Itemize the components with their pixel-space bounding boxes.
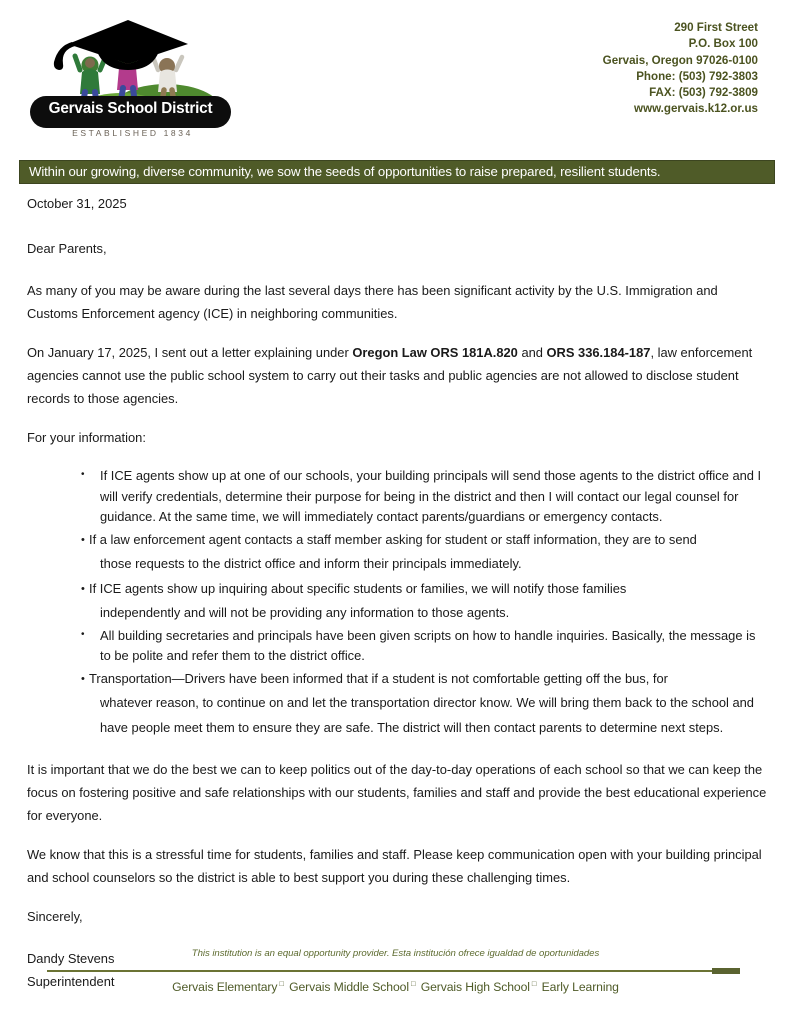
letter-paragraph-4: We know that this is a stressful time for students, families and staff. Please keep communication open with your building principal and school counselors so the district is able to best support you during these challenging times. (27, 847, 762, 885)
footer-divider (0, 967, 791, 977)
page-footer (0, 948, 791, 994)
letter-closing: Sincerely, (27, 909, 83, 924)
list-item (27, 577, 767, 626)
mission-statement-banner: Within our growing, diverse community, we sow the seeds of opportunities to raise prepared, resilient students. (19, 160, 775, 184)
contact-info-block (603, 20, 758, 118)
separator-box-icon: □ (279, 979, 284, 988)
footer-divider-line (47, 970, 732, 972)
school-name-high: Gervais High School (420, 980, 530, 995)
letter-body (27, 192, 767, 993)
para2-bold-ors-181: Oregon Law ORS 181A.820 (352, 345, 518, 360)
bullet-line: whatever reason, to continue on and let the transportation director know. We will bring them back to the school and have people meet them to ensure they are safe. The district will then contact parents to determine next steps. (100, 695, 754, 735)
contact-website[interactable]: www.gervais.k12.or.us (634, 102, 758, 116)
list-intro-text: For your information: (27, 430, 146, 445)
para2-part1: On January 17, 2025, I sent out a letter explaining under (27, 345, 353, 360)
letter-paragraph-3: It is important that we do the best we can to keep politics out of the day-to-day operations of each school so that we can keep the focus on fostering positive and safe relationships with our students, families and staff and provide the best educational experience for everyone. (27, 762, 767, 823)
bullet-line: Transportation—Drivers have been informed that if a student is not comfortable getting off the bus, for (89, 670, 668, 686)
information-bullet-list (27, 466, 767, 740)
signer-title: Superintendent (27, 974, 115, 989)
equal-opportunity-statement: This institution is an equal opportunity provider. Esta institución ofrece igualdad de oportunidades (191, 948, 600, 959)
list-item (27, 667, 767, 741)
bullet-line: those requests to the district office and inform their principals immediately. (100, 556, 522, 571)
footer-divider-end-cap (712, 968, 740, 974)
school-list (0, 979, 791, 994)
contact-po-box: P.O. Box 100 (688, 37, 758, 51)
separator-box-icon: □ (531, 979, 537, 988)
letter-salutation: Dear Parents, (27, 241, 107, 256)
contact-fax: FAX: (503) 792-3809 (649, 86, 758, 100)
contact-city-state-zip: Gervais, Oregon 97026-0100 (602, 53, 758, 67)
letter-paragraph-2 (27, 341, 767, 410)
signer-name: Dandy Stevens (27, 951, 115, 966)
bullet-line: independently and will not be providing any information to those agents. (100, 605, 510, 620)
separator-box-icon: □ (410, 979, 416, 988)
page-header (0, 0, 791, 156)
list-item: • All building secretaries and principals have been given scripts on how to handle inquiries. Basically, the message is to be polite and refer them to the district office. (27, 626, 767, 667)
school-name-middle: Gervais Middle School (289, 980, 409, 995)
school-name-early-learning: Early Learning (541, 980, 619, 995)
logo-district-name: Gervais School District (48, 100, 213, 117)
district-logo (28, 8, 233, 138)
letter-paragraph-1: As many of you may be aware during the last several days there has been significant activity by the U.S. Immigration and Customs Enforcement agency (ICE) in neighboring communities. (27, 283, 718, 321)
contact-phone: Phone: (503) 792-3803 (636, 69, 758, 83)
school-name-elementary: Gervais Elementary (172, 980, 278, 995)
letter-date: October 31, 2025 (27, 196, 127, 211)
contact-street: 290 First Street (674, 21, 758, 34)
para2-bold-ors-336: ORS 336.184-187 (546, 345, 651, 360)
list-item (27, 528, 767, 577)
bullet-line: If ICE agents show up inquiring about specific students or families, we will notify those families (89, 580, 627, 596)
para2-part2: and (517, 345, 547, 360)
graduation-cap-students-logo (28, 8, 233, 126)
para2-part3: , law enforcement agencies cannot use the public school system to carry out their tasks and public agencies are not allowed to disclose student records to those agencies. (27, 345, 753, 406)
bullet-line: If a law enforcement agent contacts a staff member asking for student or staff information, they are to send (89, 531, 697, 547)
logo-established-text: ESTABLISHED 1834 (72, 128, 193, 138)
list-item: • If ICE agents show up at one of our schools, your building principals will send those agents to the district office and I will verify credentials, determine their purpose for being in the district and then I will contact our legal counsel for guidance. At the same time, we will immediately contact parents/guardians or emergency contacts. (27, 466, 767, 528)
